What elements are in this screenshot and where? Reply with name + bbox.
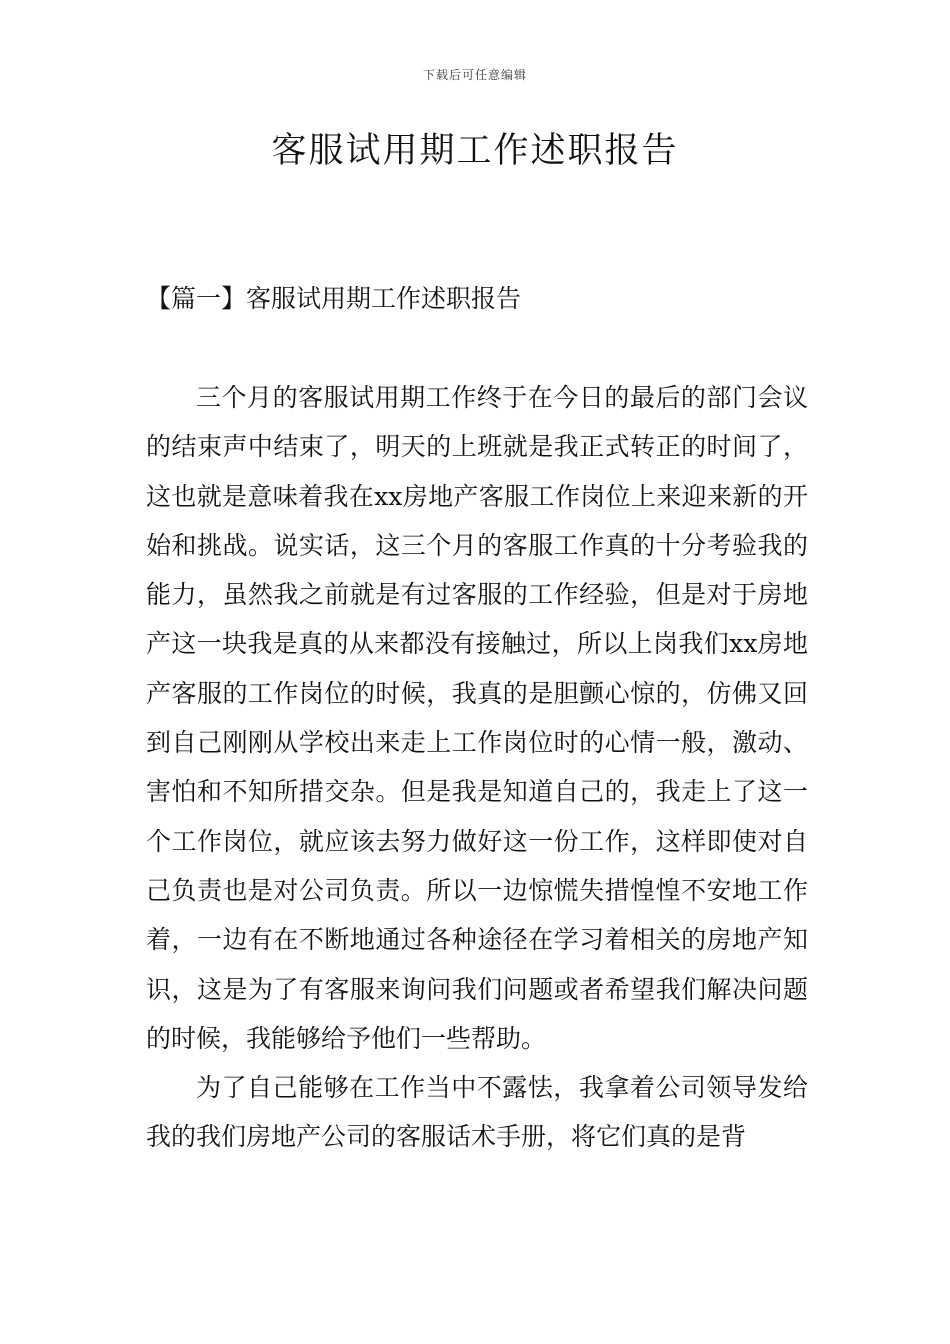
document-title: 客服试用期工作述职报告 <box>271 131 679 171</box>
paragraph: 为了自己能够在工作当中不露怯，我拿着公司领导发给我的我们房地产公司的客服话术手册，将它们真的是背 <box>146 1073 808 1152</box>
paragraph: 三个月的客服试用期工作终于在今日的最后的部门会议的结束声中结束了，明天的上班就是我正式转正的时间了，这也就是意味着我在xx房地产客服工作岗位上来迎来新的开始和挑战。说实话，这三个月的客服工作真的十分考验我的能力，虽然我之前就是有过客服的工作经验，但是对于房地产这一块我是真的从来都没有接触过，所以上岗我们xx房地产客服的工作岗位的时候，我真的是胆颤心惊的，仿佛又回到自己刚刚从学校出来走上工作岗位时的心情一般，激动、害怕和不知所措交杂。但是我是知道自己的，我走上了这一个工作岗位，就应该去努力做好这一份工作，这样即使对自己负责也是对公司负责。所以一边惊慌失措惶惶不安地工作着，一边有在不断地通过各种途径在学习着相关的房地产知识，这是为了有客服来询问我们问题或者希望我们解决问题的时候，我能够给予他们一些帮助。 <box>146 383 808 1053</box>
header-note: 下载后可任意编辑 <box>422 68 527 82</box>
section-heading: 【篇一】客服试用期工作述职报告 <box>146 284 522 313</box>
body-text <box>146 373 808 1162</box>
